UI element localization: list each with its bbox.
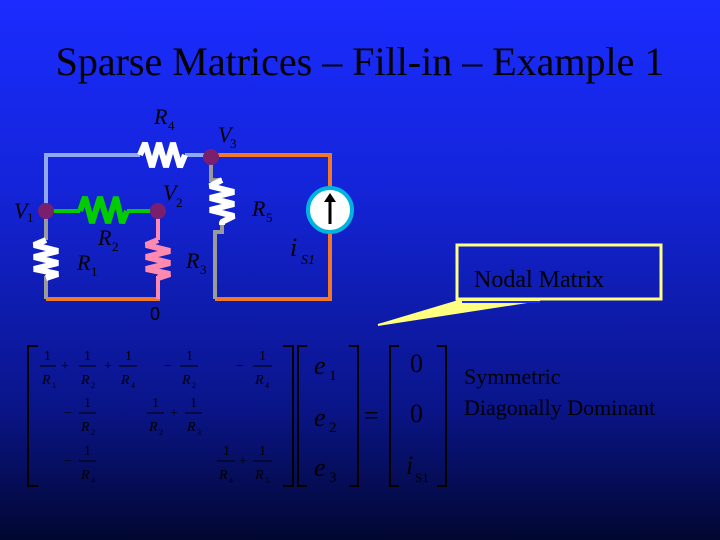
svg-text:R: R bbox=[121, 373, 130, 388]
svg-text:1: 1 bbox=[223, 444, 230, 459]
node-v1 bbox=[38, 203, 54, 219]
svg-text:1: 1 bbox=[84, 444, 91, 459]
vector-right-bracket bbox=[349, 346, 358, 486]
svg-text:2: 2 bbox=[329, 420, 337, 436]
resistor-r2 bbox=[80, 197, 127, 223]
svg-text:4: 4 bbox=[229, 476, 233, 485]
node-v3 bbox=[203, 149, 219, 165]
svg-text:1: 1 bbox=[91, 264, 98, 279]
node-v2 bbox=[150, 203, 166, 219]
nodal-matrix bbox=[28, 346, 446, 486]
matrix-right-bracket bbox=[283, 346, 293, 486]
rhs-right-bracket bbox=[437, 346, 446, 486]
rhs-left-bracket bbox=[390, 346, 399, 486]
svg-text:R: R bbox=[81, 468, 90, 483]
unknown-e3: e bbox=[314, 453, 326, 482]
resistor-r1 bbox=[34, 240, 58, 278]
note-diagonally-dominant: Diagonally Dominant bbox=[464, 395, 656, 420]
svg-text:2: 2 bbox=[91, 428, 95, 437]
svg-text:S1: S1 bbox=[415, 470, 429, 485]
resistor-r4 bbox=[140, 143, 185, 167]
svg-text:3: 3 bbox=[329, 470, 337, 486]
label-r4: R bbox=[154, 104, 168, 129]
svg-text:1: 1 bbox=[259, 444, 266, 459]
svg-text:1: 1 bbox=[27, 210, 34, 225]
svg-text:5: 5 bbox=[266, 210, 273, 225]
resistor-r5 bbox=[210, 180, 234, 225]
svg-text:S1: S1 bbox=[301, 253, 315, 268]
svg-text:R: R bbox=[255, 468, 264, 483]
svg-text:R: R bbox=[81, 373, 90, 388]
svg-text:1: 1 bbox=[190, 396, 197, 411]
svg-text:−: − bbox=[64, 454, 72, 469]
svg-text:3: 3 bbox=[197, 428, 201, 437]
matrix-properties bbox=[464, 364, 655, 420]
svg-text:R: R bbox=[182, 373, 191, 388]
svg-text:R: R bbox=[81, 420, 90, 435]
note-symmetric: Symmetric bbox=[464, 364, 561, 389]
vector-left-bracket bbox=[298, 346, 307, 486]
svg-text:3: 3 bbox=[200, 262, 207, 277]
wire-grey bbox=[211, 155, 222, 299]
matrix-left-bracket bbox=[28, 346, 38, 486]
label-r1: R bbox=[77, 250, 91, 275]
slide-title: Sparse Matrices – Fill-in – Example 1 bbox=[55, 39, 665, 84]
svg-text:R: R bbox=[42, 373, 51, 388]
unknown-e2: e bbox=[314, 403, 326, 432]
label-r2: R bbox=[98, 225, 112, 250]
svg-text:2: 2 bbox=[112, 239, 119, 254]
label-v2: V bbox=[163, 180, 177, 205]
label-is1: i bbox=[290, 233, 298, 262]
svg-text:4: 4 bbox=[91, 476, 95, 485]
svg-text:+: + bbox=[239, 454, 247, 469]
svg-text:1: 1 bbox=[329, 368, 337, 384]
svg-text:1: 1 bbox=[44, 349, 51, 364]
nodal-matrix-callout bbox=[378, 245, 661, 325]
svg-text:1: 1 bbox=[52, 381, 56, 390]
svg-text:4: 4 bbox=[168, 118, 175, 133]
equals-sign: = bbox=[364, 401, 379, 430]
svg-text:R: R bbox=[187, 420, 196, 435]
rhs-0-a: 0 bbox=[410, 349, 423, 378]
resistor-r3 bbox=[146, 240, 170, 278]
svg-text:−: − bbox=[236, 359, 244, 374]
label-v1: V bbox=[14, 198, 28, 223]
svg-text:R: R bbox=[149, 420, 158, 435]
svg-text:+: + bbox=[61, 359, 69, 374]
svg-text:1: 1 bbox=[84, 349, 91, 364]
svg-text:2: 2 bbox=[159, 428, 163, 437]
svg-text:1: 1 bbox=[259, 349, 266, 364]
svg-text:+: + bbox=[104, 359, 112, 374]
svg-text:2: 2 bbox=[192, 381, 196, 390]
svg-text:1: 1 bbox=[152, 396, 159, 411]
label-r3: R bbox=[186, 248, 200, 273]
svg-text:−: − bbox=[164, 359, 172, 374]
svg-text:−: − bbox=[64, 406, 72, 421]
svg-text:+: + bbox=[170, 406, 178, 421]
rhs-0-b: 0 bbox=[410, 399, 423, 428]
svg-text:R: R bbox=[219, 468, 228, 483]
svg-text:5: 5 bbox=[265, 476, 269, 485]
svg-text:4: 4 bbox=[131, 381, 135, 390]
rhs-is1: i bbox=[406, 451, 414, 480]
label-v3: V bbox=[218, 122, 232, 147]
label-r5: R bbox=[252, 196, 266, 221]
svg-text:1: 1 bbox=[84, 396, 91, 411]
circuit-diagram bbox=[14, 104, 352, 324]
svg-text:4: 4 bbox=[265, 381, 269, 390]
svg-text:1: 1 bbox=[186, 349, 193, 364]
svg-text:R: R bbox=[255, 373, 264, 388]
svg-text:3: 3 bbox=[230, 136, 237, 151]
svg-text:1: 1 bbox=[125, 349, 132, 364]
callout-label: Nodal Matrix bbox=[474, 267, 604, 293]
wire-orange bbox=[211, 155, 330, 299]
ground-label: 0 bbox=[150, 304, 161, 324]
unknown-e1: e bbox=[314, 351, 326, 380]
svg-text:2: 2 bbox=[176, 195, 183, 210]
svg-text:2: 2 bbox=[91, 381, 95, 390]
wire-top bbox=[46, 155, 211, 211]
